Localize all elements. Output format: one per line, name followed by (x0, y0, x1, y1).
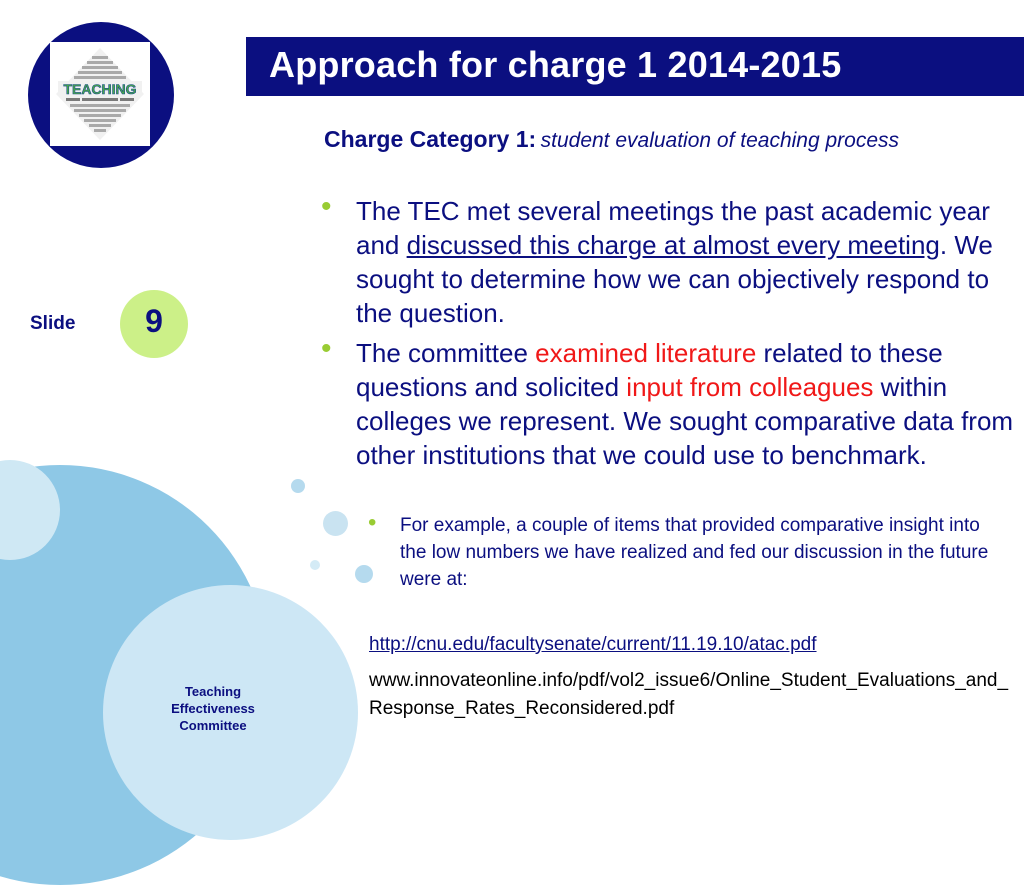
bullet-dot: • (321, 332, 332, 365)
reference-link-innovateonline[interactable]: www.innovateonline.info/pdf/vol2_issue6/Online_Student_Evaluations_and_Response_Rates_Reconsidered.pdf (369, 670, 1009, 719)
underlined-emphasis: discussed this charge at almost every meeting (406, 230, 940, 260)
slide-title: Approach for charge 1 2014-2015 (269, 44, 842, 85)
svg-text:TEACHING: TEACHING (63, 81, 137, 97)
footer-line: Effectiveness (171, 701, 255, 716)
decorative-bubble-small (355, 565, 373, 583)
footer-committee-name (150, 683, 276, 734)
bullet-text: The TEC met several meetings the past academic year and (356, 196, 990, 260)
bullet-text: within colleges we represent. We sought comparative data from other institutions that we could use to benchmark. (356, 372, 1014, 470)
decorative-bubble-small (310, 560, 320, 570)
sub-bullet-item: For example, a couple of items that provided comparative insight into the low numbers we have realized and fed our discussion in the future were at: (400, 515, 989, 590)
bullet-text: . We sought to determine how we can objectively respond to the question. (356, 230, 993, 328)
bullet-item (356, 336, 1020, 472)
charge-category (324, 124, 984, 158)
reference-link-cnu[interactable]: http://cnu.edu/facultysenate/current/11.19.10/atac.pdf (369, 634, 817, 655)
teaching-wordcloud-logo (54, 46, 146, 142)
footer-line: Committee (179, 718, 247, 733)
footer-line: Teaching (184, 684, 242, 699)
category-lead: Charge Category 1: (324, 126, 537, 152)
slide-number: 9 (145, 303, 163, 339)
decorative-bubble-small (323, 511, 348, 536)
highlight-text: input from colleagues (626, 372, 874, 402)
bullet-dot: • (321, 190, 332, 223)
bullet-item (356, 194, 1006, 330)
bullet-text: The committee (356, 338, 536, 368)
highlight-text: examined literature (535, 338, 757, 368)
decorative-bubble-small (291, 479, 305, 493)
category-description: student evaluation of teaching process (540, 129, 900, 152)
sub-bullet-dot: • (368, 509, 377, 536)
slide-label: Slide (30, 313, 76, 334)
bullet-text: related to these questions and solicited (356, 338, 943, 402)
